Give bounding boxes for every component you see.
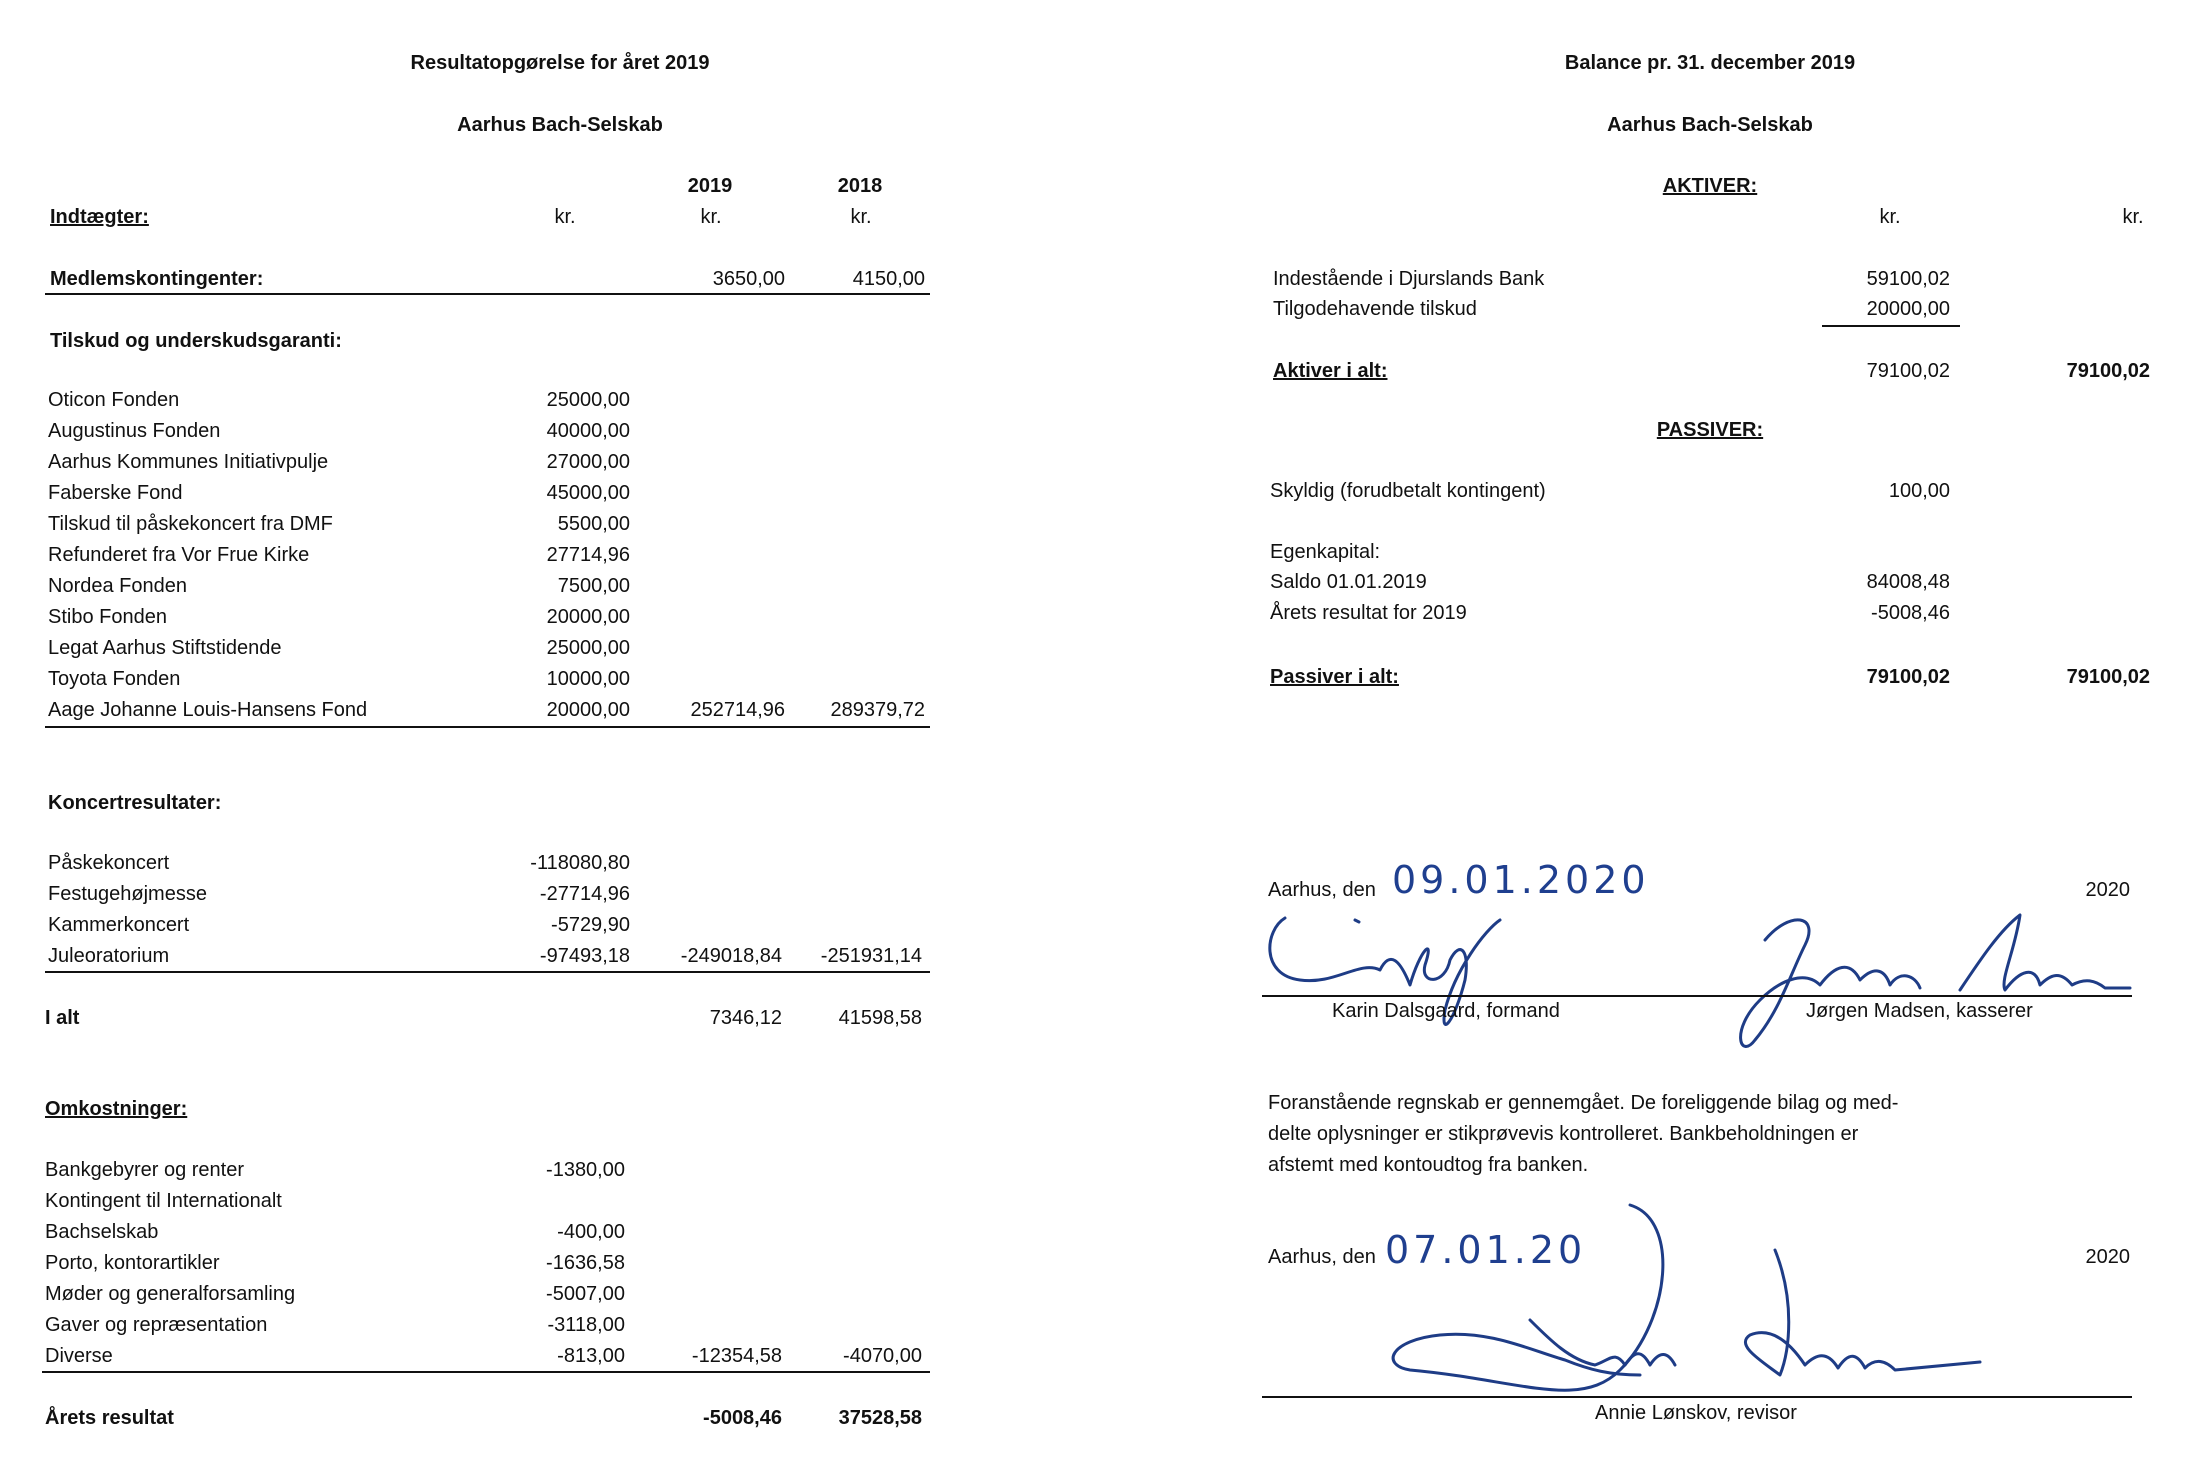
signer-chairman: Karin Dalsgaard, formand: [1332, 1000, 1560, 1022]
concerts-total-2018: -251931,14: [820, 945, 922, 967]
kr-unit-label: kr.: [850, 206, 872, 228]
kr-unit-label: kr.: [554, 206, 576, 228]
list-item-label: Stibo Fonden: [48, 606, 167, 628]
result-2019: -5008,46: [703, 1407, 782, 1429]
list-item-amount: 25000,00: [546, 389, 630, 411]
assets-total-label: Aktiver i alt:: [1273, 360, 1388, 382]
list-item-label: Møder og generalforsamling: [45, 1283, 296, 1305]
liabilities-heading: PASSIVER:: [1656, 419, 1764, 441]
concerts-total-2019: -249018,84: [680, 945, 782, 967]
list-item-label: Aarhus Kommunes Initiativpulje: [48, 451, 329, 473]
membership-2018: 4150,00: [852, 268, 925, 290]
list-item-amount: -5007,00: [546, 1283, 625, 1305]
liabilities-total-b: 79100,02: [2066, 666, 2150, 688]
list-item-label: Toyota Fonden: [48, 668, 181, 690]
list-item-label: Oticon Fonden: [48, 389, 180, 411]
membership-label: Medlemskontingenter:: [50, 268, 264, 290]
divider: [45, 726, 930, 728]
list-item-amount: 5500,00: [557, 513, 630, 535]
total-2019: 7346,12: [709, 1007, 782, 1029]
list-item-amount: -5729,90: [551, 914, 630, 936]
kr-unit-label: kr.: [2122, 206, 2144, 228]
income-statement-org: Aarhus Bach-Selskab: [457, 114, 663, 136]
list-item-label: Aage Johanne Louis-Hansens Fond: [48, 699, 368, 721]
kr-unit-label: kr.: [700, 206, 722, 228]
list-item-amount: 59100,02: [1866, 268, 1950, 290]
balance-title: Balance pr. 31. december 2019: [1564, 52, 1856, 74]
grants-total-2019: 252714,96: [690, 699, 785, 721]
expenses-total-2018: -4070,00: [843, 1345, 922, 1367]
assets-total-b: 79100,02: [2066, 360, 2150, 382]
grants-heading: Tilskud og underskudsgaranti:: [50, 330, 342, 352]
income-heading: Indtægter:: [50, 206, 149, 228]
list-item-amount: 7500,00: [557, 575, 630, 597]
total-2018: 41598,58: [838, 1007, 922, 1029]
list-item-label: Bankgebyrer og renter: [45, 1159, 245, 1181]
list-item-amount: 27000,00: [546, 451, 630, 473]
list-item-label: Faberske Fond: [48, 482, 183, 504]
list-item-label: Tilskud til påskekoncert fra DMF: [48, 513, 333, 535]
list-item-label: Festugehøjmesse: [48, 883, 207, 905]
list-item-label: Gaver og repræsentation: [45, 1314, 268, 1336]
list-item-label: Refunderet fra Vor Frue Kirke: [48, 544, 310, 566]
signer-treasurer: Jørgen Madsen, kasserer: [1806, 1000, 2033, 1022]
list-item-amount: -400,00: [557, 1221, 625, 1243]
membership-2019: 3650,00: [712, 268, 785, 290]
result-2018: 37528,58: [838, 1407, 922, 1429]
list-item-amount: -1636,58: [546, 1252, 625, 1274]
list-item-amount: -5008,46: [1871, 602, 1950, 624]
assets-total-a: 79100,02: [1866, 360, 1950, 382]
list-item-amount: 25000,00: [546, 637, 630, 659]
list-item-amount: 27714,96: [546, 544, 630, 566]
list-item-label: Diverse: [45, 1345, 113, 1367]
col-year-2019: 2019: [687, 175, 733, 197]
liabilities-total-a: 79100,02: [1866, 666, 1950, 688]
list-item-amount: 10000,00: [546, 668, 630, 690]
audit-text-line: Foranstående regnskab er gennemgået. De foreliggende bilag og med-: [1268, 1092, 1899, 1114]
income-statement-title: Resultatopgørelse for året 2019: [410, 52, 710, 74]
list-item-label: Nordea Fonden: [48, 575, 187, 597]
divider: [1822, 325, 1960, 327]
grants-total-2018: 289379,72: [830, 699, 925, 721]
sign2-place: Aarhus, den: [1268, 1246, 1376, 1268]
list-item-amount: 20000,00: [1866, 298, 1950, 320]
divider: [45, 293, 930, 295]
list-item-label: Årets resultat for 2019: [1270, 602, 1467, 624]
list-item-amount: 40000,00: [546, 420, 630, 442]
sign2-year: 2020: [2085, 1246, 2130, 1268]
divider: [45, 971, 930, 973]
sign1-year: 2020: [2085, 879, 2130, 901]
signature-line: [1262, 995, 2132, 997]
equity-label: Egenkapital:: [1270, 541, 1381, 563]
list-item-label: Legat Aarhus Stiftstidende: [48, 637, 282, 659]
audit-text-line: delte oplysninger er stikprøvevis kontrolleret. Bankbeholdningen er: [1268, 1123, 1859, 1145]
list-item-amount: 20000,00: [546, 606, 630, 628]
liabilities-total-label: Passiver i alt:: [1270, 666, 1399, 688]
sign1-handwritten-date: 09.01.2020: [1392, 858, 1650, 902]
signature-chairman: [1260, 890, 2160, 1060]
kr-unit-label: kr.: [1879, 206, 1901, 228]
list-item-label: Kammerkoncert: [48, 914, 190, 936]
assets-heading: AKTIVER:: [1662, 175, 1758, 197]
list-item-amount: -3118,00: [547, 1314, 625, 1336]
list-item-label: Juleoratorium: [48, 945, 170, 967]
list-item-amount: -118080,80: [530, 852, 630, 874]
list-item-amount: -813,00: [557, 1345, 625, 1367]
expenses-total-2019: -12354,58: [691, 1345, 782, 1367]
list-item-label: Saldo 01.01.2019: [1270, 571, 1427, 593]
balance-org: Aarhus Bach-Selskab: [1607, 114, 1813, 136]
list-item-label: Bachselskab: [45, 1221, 159, 1243]
audit-text-line: afstemt med kontoudtog fra banken.: [1268, 1154, 1589, 1176]
list-item-label: Indestående i Djurslands Bank: [1273, 268, 1545, 290]
list-item-amount: 45000,00: [546, 482, 630, 504]
sign2-handwritten-date: 07.01.20: [1385, 1228, 1587, 1272]
list-item-amount: 20000,00: [546, 699, 630, 721]
debt-label: Skyldig (forudbetalt kontingent): [1270, 480, 1546, 502]
signature-line: [1262, 1396, 2132, 1398]
list-item-amount: -1380,00: [546, 1159, 625, 1181]
list-item-amount: -27714,96: [539, 883, 630, 905]
list-item-amount: -97493,18: [539, 945, 630, 967]
expenses-heading: Omkostninger:: [45, 1098, 188, 1120]
debt-amount: 100,00: [1888, 480, 1950, 502]
list-item-label: Kontingent til Internationalt: [45, 1190, 282, 1212]
col-year-2018: 2018: [837, 175, 883, 197]
list-item-label: Porto, kontorartikler: [45, 1252, 220, 1274]
sign1-place: Aarhus, den: [1268, 879, 1376, 901]
list-item-label: Påskekoncert: [48, 852, 170, 874]
list-item-amount: 84008,48: [1866, 571, 1950, 593]
concerts-heading: Koncertresultater:: [48, 792, 222, 814]
result-label: Årets resultat: [45, 1407, 174, 1429]
divider: [42, 1371, 930, 1373]
signer-auditor: Annie Lønskov, revisor: [1595, 1402, 1797, 1424]
total-label: I alt: [45, 1007, 80, 1029]
list-item-label: Tilgodehavende tilskud: [1273, 298, 1477, 320]
list-item-label: Augustinus Fonden: [48, 420, 221, 442]
